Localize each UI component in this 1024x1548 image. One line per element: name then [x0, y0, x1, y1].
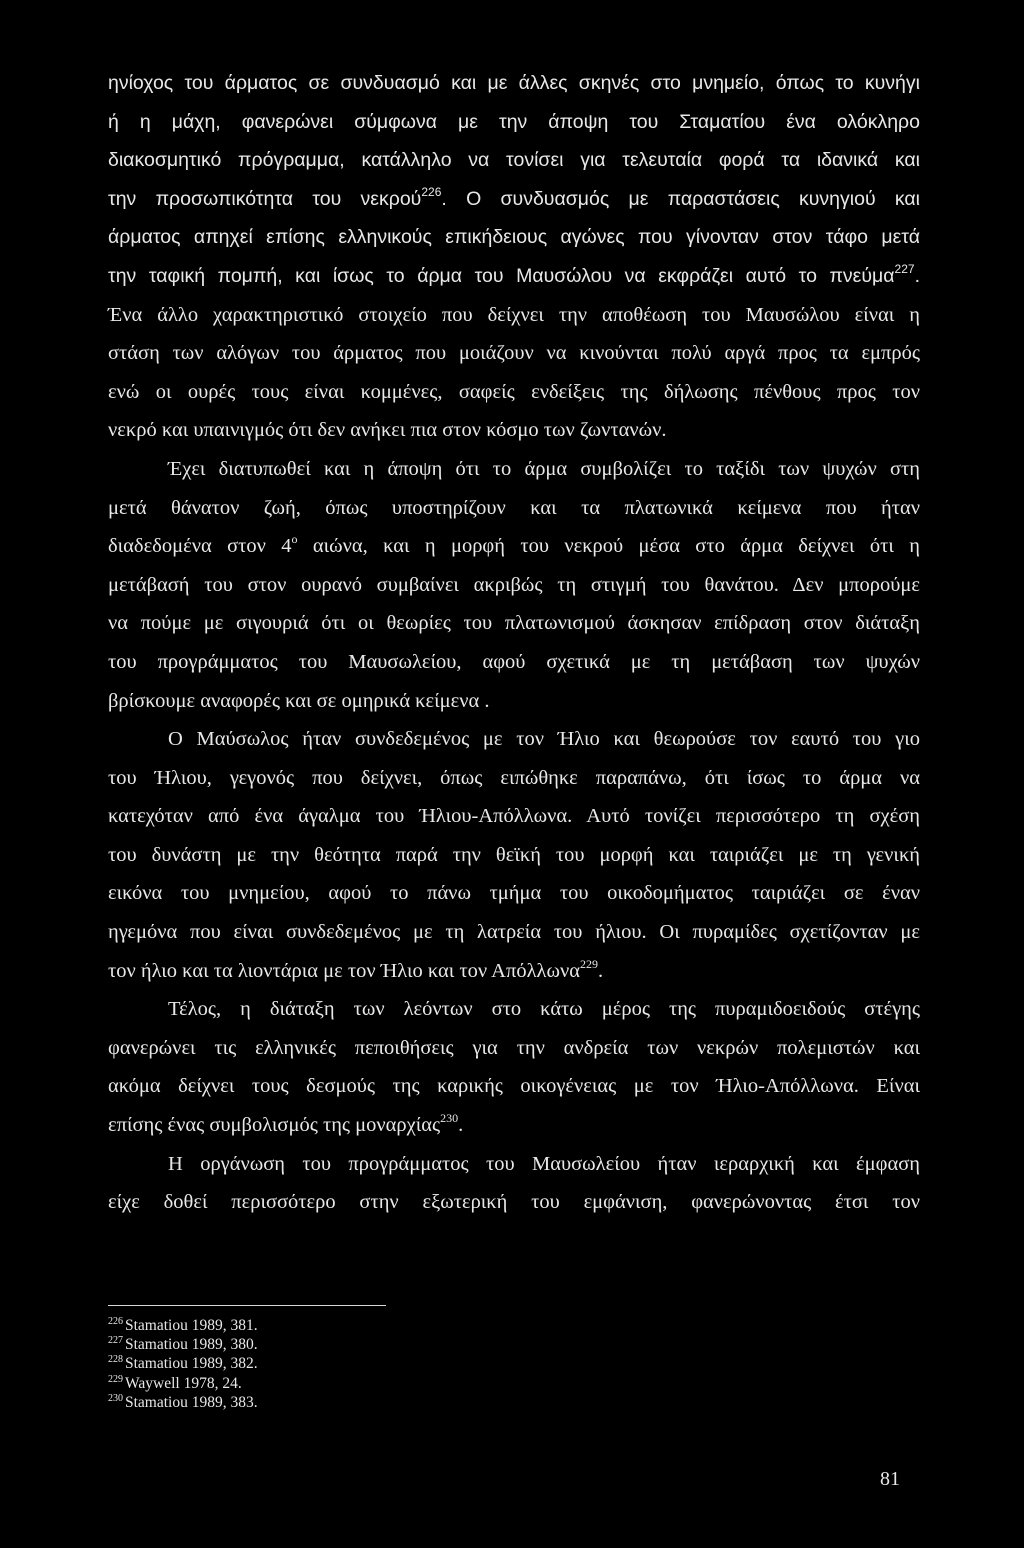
- text-line: [108, 604, 920, 643]
- text-segment: ή η μάχη, φανερώνει σύμφωνα με την άποψη του Σταματίου ένα ολόκληρο: [108, 110, 920, 133]
- footnote: [108, 1335, 258, 1354]
- text-line: [108, 682, 920, 721]
- text-line: [108, 1067, 920, 1106]
- text-segment: νεκρό και υπαινιγμός ότι δεν ανήκει πια στον κόσμο των ζωντανών.: [108, 419, 667, 442]
- text-segment: τον ήλιο και τα λιοντάρια με τον Ήλιο και τον Απόλλωνα: [108, 959, 580, 982]
- text-line: [108, 797, 920, 836]
- text-line: [108, 373, 920, 412]
- text-line: [108, 643, 920, 682]
- text-line: [108, 257, 920, 296]
- text-line: [108, 1106, 920, 1145]
- text-line: [108, 103, 920, 142]
- text-segment: μετάβασή του στον ουρανό συμβαίνει ακριβώς τη στιγμή του θανάτου. Δεν μπορούμε: [108, 573, 920, 596]
- text-line: [108, 874, 920, 913]
- footnote: [108, 1354, 258, 1373]
- footnote-number: 228: [108, 1354, 123, 1366]
- text-segment: του Ήλιου, γεγονός που δείχνει, όπως ειπώθηκε παραπάνω, ότι ίσως το άρμα να: [108, 766, 920, 789]
- text-segment: .: [458, 1114, 464, 1137]
- text-line: [108, 566, 920, 605]
- text-segment: μετά θάνατον ζωή, όπως υποστηρίζουν και τα πλατωνικά κείμενα που ήταν: [108, 496, 920, 519]
- body-text: [108, 64, 920, 1222]
- footnote-separator: [108, 1305, 386, 1306]
- text-segment: αιώνα, και η μορφή του νεκρού μέσα στο άρμα δείχνει ότι η: [297, 535, 921, 558]
- text-line: [108, 913, 920, 952]
- text-segment: την ταφική πομπή, και ίσως το άρμα του Μαυσώλου να εκφράζει αυτό το πνεύμα: [108, 264, 895, 287]
- text-segment: Ο Μαύσωλος ήταν συνδεδεμένος με τον Ήλιο και θεωρούσε τον εαυτό του γιο: [168, 728, 920, 751]
- footnote-text: Stamatiou 1989, 380.: [125, 1336, 258, 1354]
- text-line: [108, 759, 920, 798]
- text-line: [108, 990, 920, 1029]
- text-segment: φανερώνει τις ελληνικές πεποιθήσεις για την ανδρεία των νεκρών πολεμιστών και: [108, 1036, 920, 1059]
- footnote: [108, 1316, 258, 1335]
- text-segment: είχε δοθεί περισσότερο στην εξωτερική του εμφάνιση, φανερώνοντας έτσι τον: [108, 1191, 920, 1214]
- footnote-number: 229: [108, 1373, 123, 1385]
- footnote-number: 227: [108, 1335, 123, 1347]
- text-line: [108, 141, 920, 180]
- text-line: [108, 180, 920, 219]
- text-segment: του προγράμματος του Μαυσωλείου, αφού σχετικά με τη μετάβαση των ψυχών: [108, 650, 920, 673]
- text-line: [108, 952, 920, 991]
- text-segment: κατεχόταν από ένα άγαλμα του Ήλιου-Απόλλωνα. Αυτό τονίζει περισσότερο τη σχέση: [108, 805, 920, 828]
- footnote-ref: 229: [579, 956, 598, 971]
- footnote-text: Stamatiou 1989, 382.: [125, 1355, 258, 1373]
- text-line: [108, 1029, 920, 1068]
- text-segment: . Ο συνδυασμός με παραστάσεις κυνηγιού και: [441, 187, 920, 210]
- text-line: [108, 450, 920, 489]
- text-segment: ενώ οι ουρές τους είναι κομμένες, σαφείς ενδείξεις της δήλωσης πένθους προς τον: [108, 380, 920, 403]
- text-line: [108, 1145, 920, 1184]
- footnote-ref: ο: [291, 532, 298, 547]
- footnote-number: 226: [108, 1316, 123, 1327]
- footnote: [108, 1393, 258, 1412]
- text-segment: την προσωπικότητα του νεκρού: [108, 187, 422, 210]
- text-segment: Η οργάνωση του προγράμματος του Μαυσωλείου ήταν ιεραρχική και έμφαση: [168, 1152, 920, 1175]
- text-segment: διαδεδομένα στον 4: [108, 535, 292, 558]
- text-line: [108, 836, 920, 875]
- text-line: [108, 218, 920, 257]
- footnote-number: 230: [108, 1392, 123, 1404]
- text-line: [108, 64, 920, 103]
- text-segment: ηγεμόνα που είναι συνδεδεμένος με τη λατρεία του ήλιου. Οι πυραμίδες σχετίζονταν με: [108, 921, 920, 944]
- footnote-ref: 226: [421, 184, 442, 199]
- text-segment: βρίσκουμε αναφορές και σε ομηρικά κείμενα .: [108, 689, 490, 712]
- text-segment: .: [914, 264, 920, 287]
- text-line: [108, 489, 920, 528]
- footnote-text: Stamatiou 1989, 383.: [125, 1393, 258, 1411]
- text-segment: στάση των αλόγων του άρματος που μοιάζουν να κινούνται πολύ αργά προς τα εμπρός: [108, 342, 920, 365]
- text-segment: επίσης ένας συμβολισμός της μοναρχίας: [108, 1114, 441, 1137]
- footnote-ref: 230: [440, 1111, 459, 1126]
- text-segment: Τέλος, η διάταξη των λεόντων στο κάτω μέρος της πυραμιδοειδούς στέγης: [168, 998, 920, 1021]
- text-segment: εικόνα του μνημείου, αφού το πάνω τμήμα του οικοδομήματος ταιριάζει σε έναν: [108, 882, 920, 905]
- footnotes: [108, 1316, 258, 1412]
- text-line: [108, 411, 920, 450]
- footnote-ref: 227: [894, 261, 915, 276]
- text-segment: ακόμα δείχνει τους δεσμούς της καρικής οικογένειας με τον Ήλιο-Απόλλωνα. Είναι: [108, 1075, 920, 1098]
- text-segment: .: [597, 959, 604, 982]
- footnote-text: Waywell 1978, 24.: [125, 1374, 242, 1392]
- footnote-text: Stamatiou 1989, 381.: [125, 1317, 258, 1334]
- text-line: [108, 527, 920, 566]
- text-segment: Ένα άλλο χαρακτηριστικό στοιχείο που δείχνει την αποθέωση του Μαυσώλου είναι η: [108, 303, 920, 326]
- text-segment: Έχει διατυπωθεί και η άποψη ότι το άρμα συμβολίζει το ταξίδι των ψυχών στη: [168, 457, 920, 480]
- text-segment: διακοσμητικό πρόγραμμα, κατάλληλο να τονίσει για τελευταία φορά τα ιδανικά και: [108, 149, 920, 172]
- text-segment: άρματος απηχεί επίσης ελληνικούς επικήδειους αγώνες που γίνονταν στον τάφο μετά: [108, 226, 920, 249]
- page-number: 81: [880, 1468, 900, 1490]
- text-line: [108, 334, 920, 373]
- text-line: [108, 1183, 920, 1222]
- text-segment: ηνίοχος του άρματος σε συνδυασμό και με άλλες σκηνές στο μνημείο, όπως το κυνήγι: [108, 72, 920, 94]
- text-segment: να πούμε με σιγουριά ότι οι θεωρίες του πλατωνισμού άσκησαν επίδραση στον διάταξη: [108, 612, 920, 635]
- text-segment: του δυνάστη με την θεότητα παρά την θεϊκή του μορφή και ταιριάζει με τη γενική: [108, 843, 920, 866]
- text-line: [108, 296, 920, 335]
- footnote: [108, 1374, 258, 1393]
- text-line: [108, 720, 920, 759]
